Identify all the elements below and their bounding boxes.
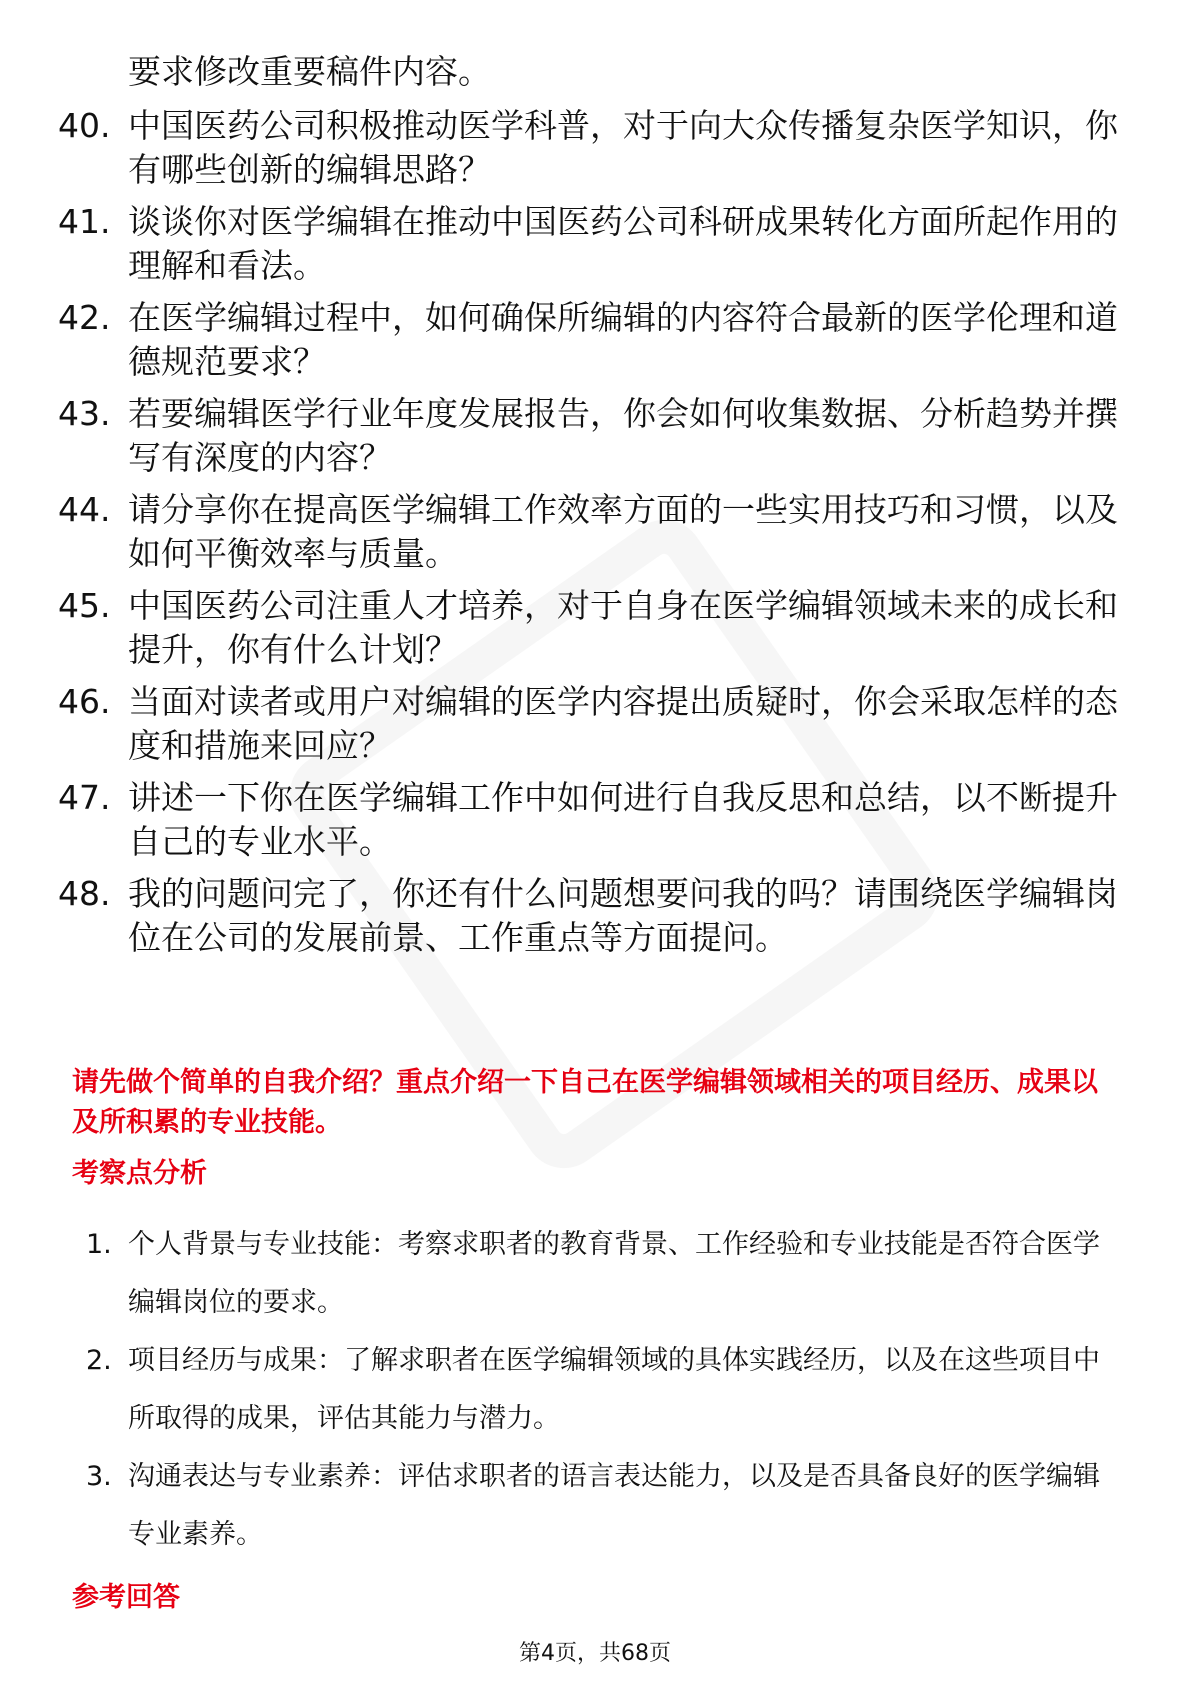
question-text: 中国医药公司注重人才培养，对于自身在医学编辑领域未来的成长和提升，你有什么计划？ bbox=[128, 586, 1118, 669]
question-item bbox=[58, 296, 1118, 384]
analysis-point-number: 3. bbox=[86, 1461, 112, 1492]
question-text: 我的问题问完了，你还有什么问题想要问我的吗？请围绕医学编辑岗位在公司的发展前景、工作重点等方面提问。 bbox=[128, 874, 1118, 957]
analysis-title: 考察点分析 bbox=[72, 1158, 207, 1189]
question-number: 48. bbox=[58, 874, 111, 913]
question-item bbox=[58, 200, 1118, 288]
analysis-point-number: 2. bbox=[86, 1345, 112, 1376]
question-number: 42. bbox=[58, 298, 111, 337]
question-number: 47. bbox=[58, 778, 111, 817]
question-text: 谈谈你对医学编辑在推动中国医药公司科研成果转化方面所起作用的理解和看法。 bbox=[128, 202, 1118, 285]
question-number: 46. bbox=[58, 682, 111, 721]
analysis-point-text: 沟通表达与专业素养：评估求职者的语言表达能力，以及是否具备良好的医学编辑专业素养。 bbox=[128, 1461, 1100, 1550]
question-item bbox=[58, 872, 1118, 960]
analysis-point bbox=[86, 1216, 1126, 1332]
question-item bbox=[58, 680, 1118, 768]
question-item bbox=[58, 104, 1118, 192]
question-text: 中国医药公司积极推动医学科普，对于向大众传播复杂医学知识，你有哪些创新的编辑思路？ bbox=[128, 106, 1118, 189]
analysis-point-number: 1. bbox=[86, 1229, 112, 1260]
analysis-point-text: 个人背景与专业技能：考察求职者的教育背景、工作经验和专业技能是否符合医学编辑岗位的要求。 bbox=[128, 1229, 1100, 1318]
question-item bbox=[58, 776, 1118, 864]
reference-title: 参考回答 bbox=[72, 1582, 180, 1613]
question-item bbox=[58, 488, 1118, 576]
analysis-point bbox=[86, 1448, 1126, 1564]
question-text: 当面对读者或用户对编辑的医学内容提出质疑时，你会采取怎样的态度和措施来回应？ bbox=[128, 682, 1118, 765]
question-number: 45. bbox=[58, 586, 111, 625]
question-number: 44. bbox=[58, 490, 111, 529]
highlight-question: 请先做个简单的自我介绍？重点介绍一下自己在医学编辑领域相关的项目经历、成果以及所积累的专业技能。 bbox=[72, 1067, 1098, 1138]
question-text: 讲述一下你在医学编辑工作中如何进行自我反思和总结，以不断提升自己的专业水平。 bbox=[128, 778, 1118, 861]
question-item bbox=[58, 584, 1118, 672]
analysis-point-text: 项目经历与成果：了解求职者在医学编辑领域的具体实践经历，以及在这些项目中所取得的成果，评估其能力与潜力。 bbox=[128, 1345, 1100, 1434]
question-text: 在医学编辑过程中，如何确保所编辑的内容符合最新的医学伦理和道德规范要求？ bbox=[128, 298, 1118, 381]
question-number: 40. bbox=[58, 106, 111, 145]
question-number: 41. bbox=[58, 202, 111, 241]
question-number: 43. bbox=[58, 394, 111, 433]
continuation-text: 要求修改重要稿件内容。 bbox=[128, 52, 491, 91]
analysis-point bbox=[86, 1332, 1126, 1448]
question-item bbox=[58, 392, 1118, 480]
question-text: 若要编辑医学行业年度发展报告，你会如何收集数据、分析趋势并撰写有深度的内容？ bbox=[128, 394, 1118, 477]
question-text: 请分享你在提高医学编辑工作效率方面的一些实用技巧和习惯，以及如何平衡效率与质量。 bbox=[128, 490, 1118, 573]
page-footer: 第4页，共68页 bbox=[519, 1641, 671, 1666]
